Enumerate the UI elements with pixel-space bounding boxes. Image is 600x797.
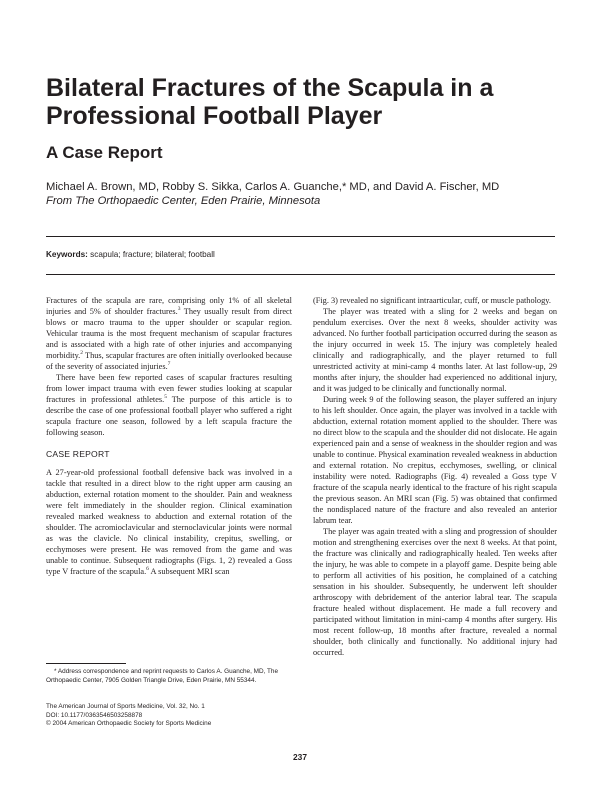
keywords-line xyxy=(46,250,215,260)
journal-citation xyxy=(46,703,292,729)
case-report-heading: CASE REPORT xyxy=(46,449,110,459)
case-paragraph-1: A 27-year-old professional football defensive back was involved in a tackle that resulted in a direct blow to the right upper arm causing an abduction, external rotation moment to the shoulder. Pain and weakness were felt immediately in the shoulder region. Clinical examination revealed marked weakness to abduction and external rotation of the shoulder. The acromioclavicular and sternoclavicular joints were normal as was the clavicle. No clinical instability, crepitus, swelling, or ecchymoses were present. He was removed from the game and was unable to continue. Subsequent radiographs (Figs. 1, 2) revealed a Goss type V fracture of the scapula.$^6$ A subsequent MRI scan xyxy=(46,468,292,576)
keywords-label: Keywords: xyxy=(46,250,88,259)
correspondence-footnote: * Address correspondence and reprint requests to Carlos A. Guanche, MD, The Orthopaedic Center, 7905 Golden Triangle Drive, Eden Prairie, MN 55344. xyxy=(46,668,279,684)
footnote-rule xyxy=(46,663,126,664)
keywords-top-rule xyxy=(46,236,555,237)
intro-paragraph-1: Fractures of the scapula are rare, comprising only 1% of all skeletal injuries and 5% of shoulder fractures.$^3$ They usually result from direct blows or macro trauma to the upper shoulder or scapular region. Vehicular trauma is the most frequent mechanism of scapular fractures and is associated with a high rate of other injuries and accompanying morbidity.$^2$ Thus, scapular fractures are often initially overlooked because of the severity of associated injuries.$^7$ xyxy=(46,296,292,371)
case-paragraph-4: The player was again treated with a sling and progression of shoulder motion and strengthening exercises over the next 8 weeks. At that point, the fracture was clinically and radiographically healed. Ten weeks after the injury, he was able to compete in a playoff game. Despite being able to perform all activities of his position, he complained of a catching sensation in his shoulder. Subsequently, he underwent left shoulder arthroscopy with debridement of the anterior labral tear. The scapula fracture healed without displacement. He made a full recovery and participated without limitation in mini-camp 4 months after surgery. His most recent follow-up, 18 months after fracture, revealed a normal shoulder, both clinically and functionally. No additional injury had occurred. xyxy=(313,527,557,657)
journal-name: The American Journal of Sports Medicine, Vol. 32, No. 1 xyxy=(46,703,205,710)
article-subtitle: A Case Report xyxy=(46,143,163,162)
case-paragraph-2: The player was treated with a sling for 2 weeks and began on pendulum exercises. Over the next 8 weeks, shoulder activity was advanced. No further football participation occurred during the season as the injury occurred in week 15. The injury was completely healed clinically and radiographically, and the player returned to full unrestricted activity at mini-camp 4 months later. At last follow-up, 29 months after injury, the shoulder had experienced no additional injury, and it was judged to be clinically and functionally normal. xyxy=(313,307,557,393)
case-paragraph-3: During week 9 of the following season, the player suffered an injury to his left shoulder. Once again, the player was involved in a tackle with abduction, external rotation moment applied to the shoulder. There was no direct blow to the scapula and the shoulder did not dislocate. He again experienced pain and a sense of weakness in the shoulder region and was unable to continue. Physical examination revealed weakness in abduction and external rotation. No crepitus, ecchymoses, swelling, or clinical instability were noted. Radiographs (Fig. 4) revealed a Goss type V fracture of the scapula nearly identical to the fracture of his right scapula the previous season. An MRI scan (Fig. 5) was obtained that confirmed the nondisplaced nature of the fracture and also revealed an anterior labrum tear. xyxy=(313,395,557,525)
author-affiliation: From The Orthopaedic Center, Eden Prairie, Minnesota xyxy=(46,195,321,207)
intro-paragraph-2: There have been few reported cases of scapular fractures resulting from lower impact trauma with even fewer studies looking at scapular fractures in professional athletes.$^5$ The purpose of this article is to describe the case of one professional football player who suffered a right scapula fracture one season, followed by a left scapula fracture the following season. xyxy=(46,373,292,437)
keywords-text: scapula; fracture; bilateral; football xyxy=(87,250,215,259)
keywords-bottom-rule xyxy=(46,274,555,275)
page-number: 237 xyxy=(293,752,307,762)
article-title: Bilateral Fractures of the Scapula in a Professional Football Player xyxy=(46,74,494,130)
body-column-right xyxy=(313,295,557,658)
journal-copyright: © 2004 American Orthopaedic Society for Sports Medicine xyxy=(46,720,212,728)
body-column-left xyxy=(46,295,292,577)
journal-doi: DOI: 10.1177/0363546503258878 xyxy=(46,711,143,719)
author-list: Michael A. Brown, MD, Robby S. Sikka, Carlos A. Guanche,* MD, and David A. Fischer, MD xyxy=(46,181,500,193)
case-paragraph-1-continued: (Fig. 3) revealed no significant intraarticular, cuff, or muscle pathology. xyxy=(313,296,551,305)
